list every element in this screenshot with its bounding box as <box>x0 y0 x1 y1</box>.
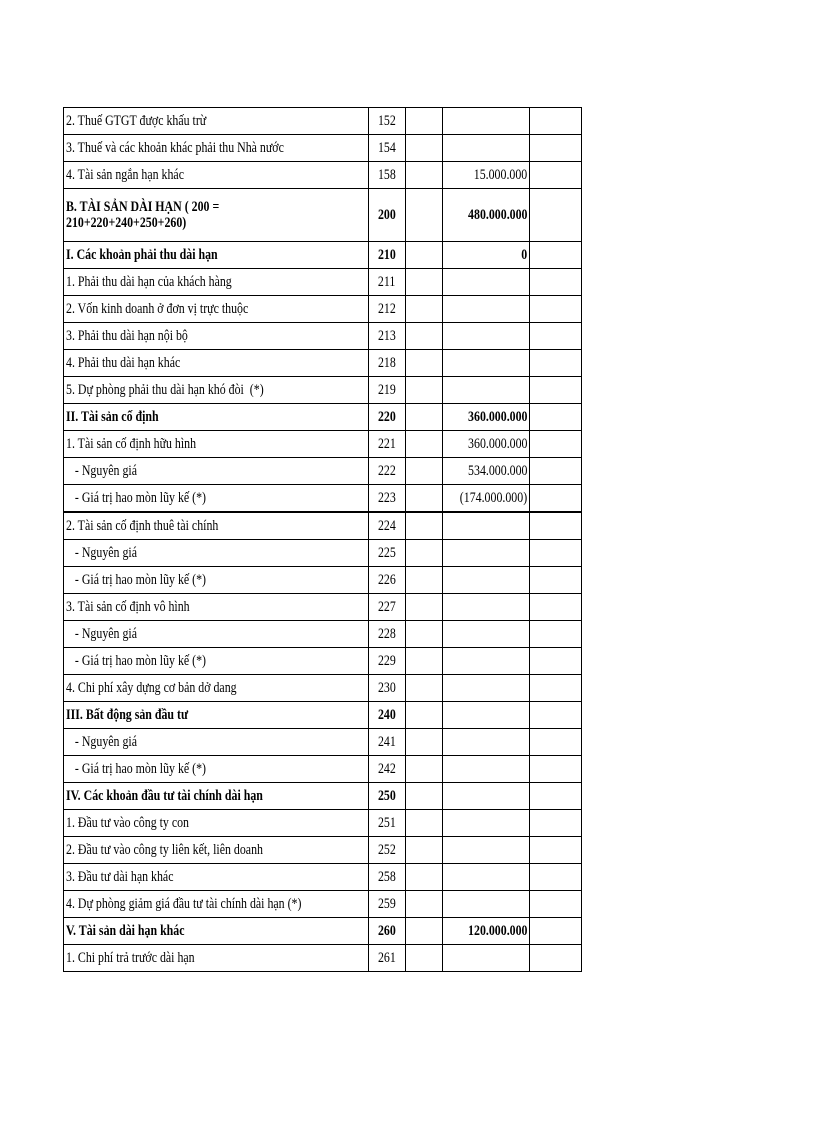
note-cell <box>406 756 443 783</box>
previous-value-cell <box>530 918 582 945</box>
item-name-cell <box>64 837 369 864</box>
item-name: 3. Phải thu dài hạn nội bộ <box>66 328 188 344</box>
previous-value-cell <box>530 756 582 783</box>
note-cell <box>406 729 443 756</box>
current-value: 480.000.000 <box>467 207 528 223</box>
note-cell <box>406 702 443 729</box>
item-name: - Nguyên giá <box>66 734 137 750</box>
item-name-cell <box>64 621 369 648</box>
current-value-cell <box>443 756 530 783</box>
table-row <box>64 837 582 864</box>
note-cell <box>406 242 443 269</box>
item-code: 222 <box>378 463 396 479</box>
item-code-cell <box>369 783 406 810</box>
previous-value-cell <box>530 242 582 269</box>
item-name: 2. Vốn kinh doanh ở đơn vị trực thuộc <box>66 301 249 317</box>
item-name-cell <box>64 485 369 513</box>
item-code-cell <box>369 458 406 485</box>
item-code: 227 <box>378 599 396 615</box>
item-code: 158 <box>378 167 396 183</box>
item-code-cell <box>369 837 406 864</box>
item-code: 229 <box>378 653 396 669</box>
item-code-cell <box>369 945 406 972</box>
item-code: 152 <box>378 113 396 129</box>
item-code-cell <box>369 135 406 162</box>
table-row <box>64 377 582 404</box>
item-name-cell <box>64 648 369 675</box>
item-code: 230 <box>378 680 396 696</box>
item-name: 3. Đầu tư dài hạn khác <box>66 869 174 885</box>
table-row <box>64 431 582 458</box>
item-name-cell <box>64 702 369 729</box>
item-code: 228 <box>378 626 396 642</box>
current-value-cell <box>443 296 530 323</box>
item-name: - Giá trị hao mòn lũy kế (*) <box>66 572 207 588</box>
previous-value-cell <box>530 945 582 972</box>
item-code-cell <box>369 729 406 756</box>
table-row <box>64 702 582 729</box>
item-name-cell <box>64 729 369 756</box>
current-value-cell <box>443 648 530 675</box>
table-row <box>64 296 582 323</box>
item-code: 250 <box>378 788 396 804</box>
note-cell <box>406 404 443 431</box>
item-code-cell <box>369 594 406 621</box>
note-cell <box>406 783 443 810</box>
balance-sheet-body <box>64 108 582 972</box>
table-row <box>64 458 582 485</box>
previous-value-cell <box>530 810 582 837</box>
item-name-cell <box>64 269 369 296</box>
current-value-cell <box>443 135 530 162</box>
item-code: 242 <box>378 761 396 777</box>
current-value-cell <box>443 675 530 702</box>
item-code-cell <box>369 242 406 269</box>
item-code: 220 <box>378 409 396 425</box>
item-name: 5. Dự phòng phải thu dài hạn khó đòi (*) <box>66 382 264 398</box>
table-row <box>64 350 582 377</box>
item-code-cell <box>369 296 406 323</box>
current-value-cell <box>443 108 530 135</box>
table-row <box>64 567 582 594</box>
item-code: 240 <box>378 707 396 723</box>
table-row <box>64 323 582 350</box>
table-row <box>64 269 582 296</box>
previous-value-cell <box>530 350 582 377</box>
item-name-cell <box>64 431 369 458</box>
item-name-cell <box>64 756 369 783</box>
previous-value-cell <box>530 567 582 594</box>
note-cell <box>406 296 443 323</box>
item-name-cell <box>64 567 369 594</box>
note-cell <box>406 918 443 945</box>
table-row <box>64 675 582 702</box>
item-code: 241 <box>378 734 396 750</box>
note-cell <box>406 431 443 458</box>
previous-value-cell <box>530 540 582 567</box>
note-cell <box>406 162 443 189</box>
item-name: 1. Chi phí trả trước dài hạn <box>66 950 195 966</box>
previous-value-cell <box>530 783 582 810</box>
current-value-cell <box>443 702 530 729</box>
item-code-cell <box>369 702 406 729</box>
table-row <box>64 594 582 621</box>
item-name: - Nguyên giá <box>66 626 137 642</box>
current-value-cell <box>443 810 530 837</box>
current-value: 534.000.000 <box>467 463 528 479</box>
current-value: (174.000.000) <box>459 490 528 506</box>
item-code-cell <box>369 918 406 945</box>
current-value-cell <box>443 891 530 918</box>
item-name-cell <box>64 108 369 135</box>
previous-value-cell <box>530 269 582 296</box>
current-value-cell <box>443 404 530 431</box>
current-value-cell <box>443 783 530 810</box>
table-row <box>64 404 582 431</box>
item-name: IV. Các khoản đầu tư tài chính dài hạn <box>66 788 263 804</box>
previous-value-cell <box>530 648 582 675</box>
current-value-cell <box>443 323 530 350</box>
table-row <box>64 135 582 162</box>
current-value-cell <box>443 864 530 891</box>
item-code-cell <box>369 323 406 350</box>
table-row <box>64 864 582 891</box>
current-value: 360.000.000 <box>467 436 528 452</box>
previous-value-cell <box>530 404 582 431</box>
item-code: 224 <box>378 518 396 534</box>
table-row <box>64 540 582 567</box>
item-code-cell <box>369 756 406 783</box>
item-name: 4. Phải thu dài hạn khác <box>66 355 181 371</box>
note-cell <box>406 108 443 135</box>
current-value-cell <box>443 458 530 485</box>
note-cell <box>406 675 443 702</box>
table-row <box>64 512 582 540</box>
item-name: - Nguyên giá <box>66 463 137 479</box>
current-value: 120.000.000 <box>467 923 528 939</box>
note-cell <box>406 891 443 918</box>
item-name: 3. Tài sản cố định vô hình <box>66 599 190 615</box>
previous-value-cell <box>530 729 582 756</box>
item-name-cell <box>64 404 369 431</box>
item-name-cell <box>64 891 369 918</box>
item-name: - Giá trị hao mòn lũy kế (*) <box>66 653 207 669</box>
balance-sheet-table <box>63 107 582 972</box>
previous-value-cell <box>530 431 582 458</box>
note-cell <box>406 323 443 350</box>
item-code-cell <box>369 108 406 135</box>
item-name-cell <box>64 918 369 945</box>
item-name: II. Tài sản cố định <box>66 409 159 425</box>
item-code: 213 <box>378 328 396 344</box>
previous-value-cell <box>530 702 582 729</box>
note-cell <box>406 189 443 242</box>
previous-value-cell <box>530 135 582 162</box>
current-value-cell <box>443 512 530 540</box>
note-cell <box>406 864 443 891</box>
item-name-cell <box>64 242 369 269</box>
table-row <box>64 810 582 837</box>
item-code-cell <box>369 864 406 891</box>
item-name: - Nguyên giá <box>66 545 137 561</box>
previous-value-cell <box>530 675 582 702</box>
item-name: 1. Đầu tư vào công ty con <box>66 815 190 831</box>
previous-value-cell <box>530 512 582 540</box>
current-value-cell <box>443 918 530 945</box>
item-code: 251 <box>378 815 396 831</box>
item-name-cell <box>64 323 369 350</box>
current-value-cell <box>443 729 530 756</box>
item-name-cell <box>64 162 369 189</box>
item-code-cell <box>369 350 406 377</box>
item-name: 2. Đầu tư vào công ty liên kết, liên doanh <box>66 842 263 858</box>
item-code: 261 <box>378 950 396 966</box>
item-name-cell <box>64 594 369 621</box>
item-code: 154 <box>378 140 396 156</box>
item-code-cell <box>369 810 406 837</box>
current-value-cell <box>443 540 530 567</box>
previous-value-cell <box>530 323 582 350</box>
table-row <box>64 108 582 135</box>
table-row <box>64 162 582 189</box>
note-cell <box>406 485 443 513</box>
table-row <box>64 189 582 242</box>
item-name-cell <box>64 810 369 837</box>
item-name-cell <box>64 783 369 810</box>
previous-value-cell <box>530 189 582 242</box>
previous-value-cell <box>530 621 582 648</box>
item-code-cell <box>369 485 406 513</box>
table-row <box>64 621 582 648</box>
current-value-cell <box>443 837 530 864</box>
item-code: 226 <box>378 572 396 588</box>
item-code-cell <box>369 675 406 702</box>
item-code-cell <box>369 567 406 594</box>
previous-value-cell <box>530 594 582 621</box>
item-code: 225 <box>378 545 396 561</box>
current-value-cell <box>443 377 530 404</box>
current-value-cell <box>443 269 530 296</box>
previous-value-cell <box>530 458 582 485</box>
item-code: 211 <box>378 274 396 290</box>
table-row <box>64 945 582 972</box>
previous-value-cell <box>530 162 582 189</box>
current-value: 360.000.000 <box>467 409 528 425</box>
item-code-cell <box>369 189 406 242</box>
item-name-cell <box>64 864 369 891</box>
item-name-cell <box>64 945 369 972</box>
current-value: 0 <box>521 247 528 263</box>
previous-value-cell <box>530 864 582 891</box>
item-code-cell <box>369 512 406 540</box>
table-row <box>64 648 582 675</box>
item-code-cell <box>369 891 406 918</box>
note-cell <box>406 512 443 540</box>
item-code: 210 <box>378 247 396 263</box>
item-name: 2. Tài sản cố định thuê tài chính <box>66 518 219 534</box>
table-row <box>64 485 582 513</box>
item-name: - Giá trị hao mòn lũy kế (*) <box>66 490 207 506</box>
item-code: 219 <box>378 382 396 398</box>
current-value-cell <box>443 189 530 242</box>
item-name-cell <box>64 296 369 323</box>
table-row <box>64 756 582 783</box>
table-row <box>64 891 582 918</box>
note-cell <box>406 350 443 377</box>
table-row <box>64 729 582 756</box>
current-value-cell <box>443 621 530 648</box>
note-cell <box>406 594 443 621</box>
note-cell <box>406 837 443 864</box>
item-code-cell <box>369 431 406 458</box>
previous-value-cell <box>530 891 582 918</box>
item-code: 252 <box>378 842 396 858</box>
note-cell <box>406 458 443 485</box>
item-name: B. TÀI SẢN DÀI HẠN ( 200 = 210+220+240+250+260) <box>66 199 220 231</box>
current-value: 15.000.000 <box>473 167 528 183</box>
item-name: 1. Tài sản cố định hữu hình <box>66 436 197 452</box>
item-name: - Giá trị hao mòn lũy kế (*) <box>66 761 207 777</box>
item-name: 4. Chi phí xây dựng cơ bản dở dang <box>66 680 237 696</box>
item-code: 223 <box>378 490 396 506</box>
item-name-cell <box>64 675 369 702</box>
item-code: 259 <box>378 896 396 912</box>
item-name-cell <box>64 458 369 485</box>
item-name: 1. Phải thu dài hạn của khách hàng <box>66 274 232 290</box>
item-code: 200 <box>378 207 396 223</box>
table-row <box>64 918 582 945</box>
item-name: V. Tài sản dài hạn khác <box>66 923 185 939</box>
note-cell <box>406 810 443 837</box>
item-code: 260 <box>378 923 396 939</box>
item-code: 221 <box>378 436 396 452</box>
current-value-cell <box>443 485 530 513</box>
previous-value-cell <box>530 377 582 404</box>
previous-value-cell <box>530 485 582 513</box>
item-name-cell <box>64 135 369 162</box>
item-code: 212 <box>378 301 396 317</box>
item-code-cell <box>369 648 406 675</box>
current-value-cell <box>443 350 530 377</box>
item-code-cell <box>369 377 406 404</box>
item-code-cell <box>369 269 406 296</box>
note-cell <box>406 945 443 972</box>
note-cell <box>406 621 443 648</box>
item-name-cell <box>64 377 369 404</box>
note-cell <box>406 135 443 162</box>
current-value-cell <box>443 162 530 189</box>
item-name: 3. Thuế và các khoản khác phải thu Nhà nước <box>66 140 284 156</box>
item-code-cell <box>369 540 406 567</box>
table-row <box>64 242 582 269</box>
note-cell <box>406 567 443 594</box>
item-name: I. Các khoản phải thu dài hạn <box>66 247 218 263</box>
previous-value-cell <box>530 296 582 323</box>
current-value-cell <box>443 567 530 594</box>
item-name-cell <box>64 189 369 242</box>
note-cell <box>406 648 443 675</box>
item-code-cell <box>369 162 406 189</box>
note-cell <box>406 269 443 296</box>
item-name-cell <box>64 350 369 377</box>
note-cell <box>406 540 443 567</box>
current-value-cell <box>443 431 530 458</box>
current-value-cell <box>443 242 530 269</box>
note-cell <box>406 377 443 404</box>
item-code-cell <box>369 621 406 648</box>
previous-value-cell <box>530 837 582 864</box>
item-code: 258 <box>378 869 396 885</box>
table-row <box>64 783 582 810</box>
item-name: 4. Tài sản ngắn hạn khác <box>66 167 184 183</box>
item-name: III. Bất động sản đầu tư <box>66 707 189 723</box>
item-name-cell <box>64 540 369 567</box>
current-value-cell <box>443 594 530 621</box>
item-code-cell <box>369 404 406 431</box>
item-code: 218 <box>378 355 396 371</box>
item-name: 2. Thuế GTGT được khấu trừ <box>66 113 207 129</box>
previous-value-cell <box>530 108 582 135</box>
item-name: 4. Dự phòng giảm giá đầu tư tài chính dài hạn (*) <box>66 896 302 912</box>
current-value-cell <box>443 945 530 972</box>
item-name-cell <box>64 512 369 540</box>
